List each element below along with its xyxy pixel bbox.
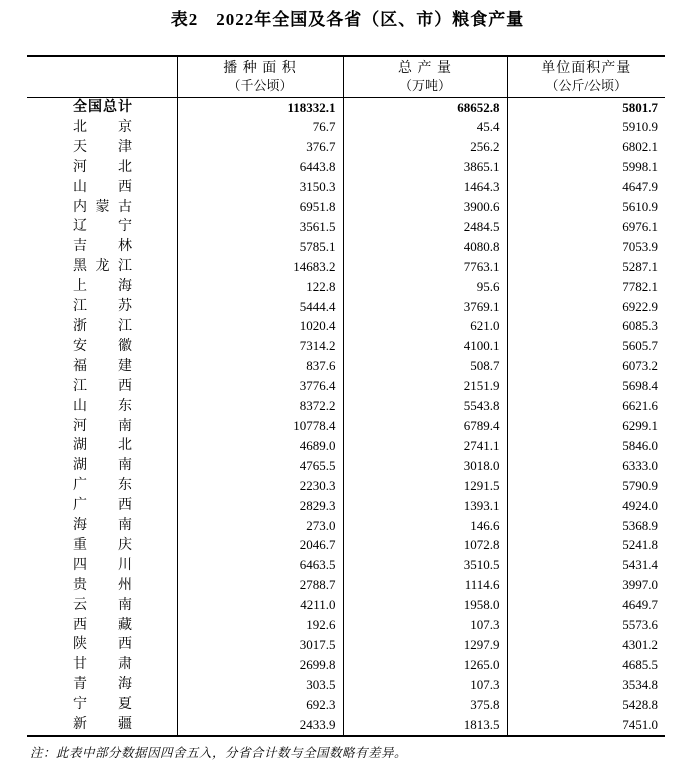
sown-area-value: 122.8 (177, 277, 343, 297)
region-name: 内蒙古 (73, 199, 132, 215)
total-output-value: 1072.8 (343, 536, 507, 556)
region-name: 上海 (73, 279, 132, 295)
table-row (27, 675, 665, 695)
total-output-value: 621.0 (343, 317, 507, 337)
region-name: 北京 (73, 119, 132, 135)
header-yield-label: 单位面积产量 (541, 61, 632, 76)
region-name: 贵州 (73, 577, 132, 593)
total-output-value: 45.4 (343, 118, 507, 138)
table-row (27, 436, 665, 456)
yield-value: 5241.8 (507, 536, 665, 556)
sown-area-value: 3017.5 (177, 635, 343, 655)
total-output-value: 1114.6 (343, 576, 507, 596)
region-name: 西藏 (73, 617, 132, 633)
sown-area-value: 2699.8 (177, 655, 343, 675)
sown-area-value: 6463.5 (177, 556, 343, 576)
yield-value: 7053.9 (507, 237, 665, 257)
region-name: 安徽 (73, 338, 132, 354)
region-name: 天津 (73, 139, 132, 155)
sown-area-value: 3561.5 (177, 217, 343, 237)
region-name: 新疆 (73, 717, 132, 733)
total-output-value: 375.8 (343, 695, 507, 715)
sown-area-value: 6951.8 (177, 198, 343, 218)
table-row (27, 556, 665, 576)
total-output-value: 4080.8 (343, 237, 507, 257)
sown-area-value: 273.0 (177, 516, 343, 536)
header-total-output (343, 56, 507, 98)
region-name: 青海 (73, 677, 132, 693)
table-row (27, 576, 665, 596)
table-header (27, 56, 665, 98)
table-body (27, 98, 665, 737)
sown-area-value: 5444.4 (177, 297, 343, 317)
table-row (27, 217, 665, 237)
table-row (27, 178, 665, 198)
sown-area-value: 4689.0 (177, 436, 343, 456)
total-output-value: 6789.4 (343, 417, 507, 437)
table-row (27, 417, 665, 437)
table-row (27, 277, 665, 297)
yield-value: 5428.8 (507, 695, 665, 715)
table-row (27, 257, 665, 277)
region-name: 广东 (73, 478, 132, 494)
total-output-value: 107.3 (343, 616, 507, 636)
sown-area-value: 2230.3 (177, 476, 343, 496)
sown-area-value: 76.7 (177, 118, 343, 138)
header-yield-unit: （公斤/公顷） (545, 78, 628, 93)
table-row (27, 357, 665, 377)
total-output-value: 3900.6 (343, 198, 507, 218)
sown-area-value: 3150.3 (177, 178, 343, 198)
yield-value: 6621.6 (507, 397, 665, 417)
region-name: 宁夏 (73, 697, 132, 713)
total-output-value: 508.7 (343, 357, 507, 377)
yield-value: 5998.1 (507, 158, 665, 178)
total-output-value: 4100.1 (343, 337, 507, 357)
table-row (27, 337, 665, 357)
sown-area-value: 303.5 (177, 675, 343, 695)
total-output-value: 7763.1 (343, 257, 507, 277)
region-name: 广西 (73, 498, 132, 514)
table-row (27, 516, 665, 536)
total-output-value: 1265.0 (343, 655, 507, 675)
yield-value: 5431.4 (507, 556, 665, 576)
grain-production-table (27, 55, 665, 737)
total-output-value: 256.2 (343, 138, 507, 158)
page (0, 9, 695, 760)
yield-value: 6976.1 (507, 217, 665, 237)
yield-value: 3534.8 (507, 675, 665, 695)
region-name: 福建 (73, 358, 132, 374)
table-row (27, 317, 665, 337)
total-output-value: 1297.9 (343, 635, 507, 655)
table-row (27, 198, 665, 218)
sown-area-value: 2046.7 (177, 536, 343, 556)
region-name: 江西 (73, 378, 132, 394)
table-row (27, 377, 665, 397)
table-row (27, 138, 665, 158)
sown-area-value: 4211.0 (177, 596, 343, 616)
table-row (27, 476, 665, 496)
table-row (27, 397, 665, 417)
yield-value: 5610.9 (507, 198, 665, 218)
total-output-value: 5543.8 (343, 397, 507, 417)
yield-value: 3997.0 (507, 576, 665, 596)
yield-value: 5846.0 (507, 436, 665, 456)
yield-value: 5368.9 (507, 516, 665, 536)
sown-area-value: 2433.9 (177, 715, 343, 736)
sown-area-value: 8372.2 (177, 397, 343, 417)
yield-value: 4647.9 (507, 178, 665, 198)
sown-area-value: 192.6 (177, 616, 343, 636)
table-row (27, 456, 665, 476)
region-name: 山西 (73, 179, 132, 195)
header-total-output-unit: （万吨） (398, 78, 451, 93)
total-output-value: 95.6 (343, 277, 507, 297)
total-output-value: 1393.1 (343, 496, 507, 516)
total-output-value: 1958.0 (343, 596, 507, 616)
header-yield (507, 56, 665, 98)
table-row (27, 635, 665, 655)
yield-value: 5790.9 (507, 476, 665, 496)
yield-value: 5801.7 (507, 98, 665, 118)
sown-area-value: 1020.4 (177, 317, 343, 337)
sown-area-value: 2829.3 (177, 496, 343, 516)
yield-value: 4649.7 (507, 596, 665, 616)
yield-value: 4924.0 (507, 496, 665, 516)
sown-area-value: 3776.4 (177, 377, 343, 397)
region-name: 黑龙江 (73, 259, 132, 275)
yield-value: 6802.1 (507, 138, 665, 158)
region-name: 甘肃 (73, 657, 132, 673)
yield-value: 6922.9 (507, 297, 665, 317)
total-output-value: 3865.1 (343, 158, 507, 178)
sown-area-value: 5785.1 (177, 237, 343, 257)
table-row (27, 536, 665, 556)
yield-value: 7451.0 (507, 715, 665, 736)
region-name: 四川 (73, 557, 132, 573)
table-row (27, 98, 665, 118)
table-row (27, 297, 665, 317)
sown-area-value: 118332.1 (177, 98, 343, 118)
total-output-value: 2741.1 (343, 436, 507, 456)
region-name: 海南 (73, 518, 132, 534)
yield-value: 5605.7 (507, 337, 665, 357)
table-row (27, 118, 665, 138)
total-output-value: 1464.3 (343, 178, 507, 198)
region-name: 重庆 (73, 537, 132, 553)
sown-area-value: 376.7 (177, 138, 343, 158)
yield-value: 6333.0 (507, 456, 665, 476)
header-sown-area-unit: （千公顷） (227, 78, 293, 93)
table-row (27, 158, 665, 178)
region-name: 陕西 (73, 637, 132, 653)
yield-value: 6073.2 (507, 357, 665, 377)
table-title: 表2 2022年全国及各省（区、市）粮食产量 (170, 10, 525, 29)
sown-area-value: 2788.7 (177, 576, 343, 596)
header-total-output-label: 总 产 量 (398, 61, 452, 76)
total-output-value: 3018.0 (343, 456, 507, 476)
sown-area-value: 7314.2 (177, 337, 343, 357)
yield-value: 6299.1 (507, 417, 665, 437)
yield-value: 5698.4 (507, 377, 665, 397)
total-output-value: 68652.8 (343, 98, 507, 118)
table-row (27, 715, 665, 736)
total-output-value: 107.3 (343, 675, 507, 695)
sown-area-value: 6443.8 (177, 158, 343, 178)
yield-value: 4301.2 (507, 635, 665, 655)
sown-area-value: 10778.4 (177, 417, 343, 437)
sown-area-value: 837.6 (177, 357, 343, 377)
total-output-value: 1813.5 (343, 715, 507, 736)
total-output-value: 1291.5 (343, 476, 507, 496)
yield-value: 5573.6 (507, 616, 665, 636)
table-row (27, 695, 665, 715)
region-name: 湖南 (73, 458, 132, 474)
region-name: 河北 (73, 159, 132, 175)
table-row (27, 655, 665, 675)
region-name: 辽宁 (73, 219, 132, 235)
sown-area-value: 14683.2 (177, 257, 343, 277)
footnote: 注：此表中部分数据因四舍五入，分省合计数与全国数略有差异。 (30, 746, 408, 760)
region-name: 浙江 (73, 318, 132, 334)
region-name: 云南 (73, 597, 132, 613)
table-row (27, 596, 665, 616)
table-row (27, 237, 665, 257)
header-sown-area (177, 56, 343, 98)
total-output-value: 3769.1 (343, 297, 507, 317)
yield-value: 5910.9 (507, 118, 665, 138)
yield-value: 5287.1 (507, 257, 665, 277)
region-name: 山东 (73, 398, 132, 414)
total-output-value: 3510.5 (343, 556, 507, 576)
region-name: 吉林 (73, 239, 132, 255)
region-name: 河南 (73, 418, 132, 434)
header-region-blank (27, 56, 177, 98)
total-output-value: 146.6 (343, 516, 507, 536)
total-output-value: 2484.5 (343, 217, 507, 237)
yield-value: 6085.3 (507, 317, 665, 337)
yield-value: 4685.5 (507, 655, 665, 675)
region-name: 江苏 (73, 299, 132, 315)
table-row (27, 496, 665, 516)
header-sown-area-label: 播 种 面 积 (223, 61, 297, 76)
region-name: 湖北 (73, 438, 132, 454)
region-name: 全国总计 (73, 100, 132, 115)
total-output-value: 2151.9 (343, 377, 507, 397)
sown-area-value: 692.3 (177, 695, 343, 715)
sown-area-value: 4765.5 (177, 456, 343, 476)
yield-value: 7782.1 (507, 277, 665, 297)
table-row (27, 616, 665, 636)
